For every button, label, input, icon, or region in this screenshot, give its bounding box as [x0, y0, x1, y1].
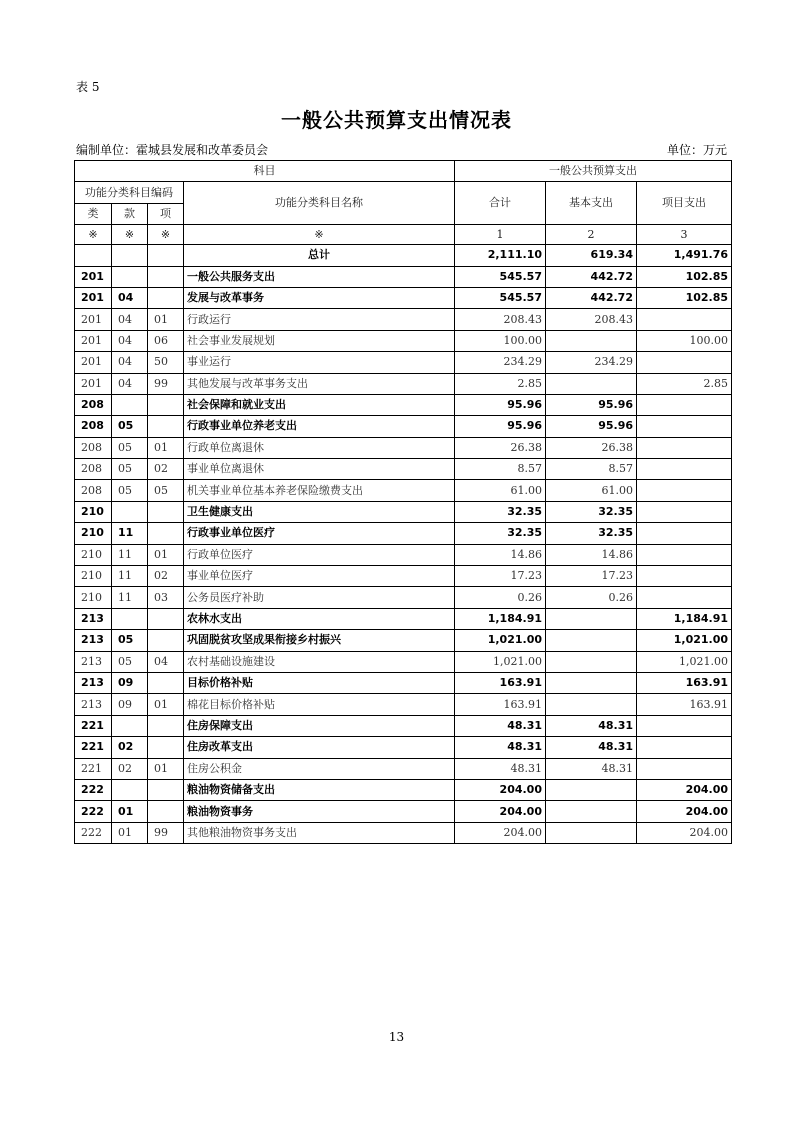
- basic-cell: [546, 779, 637, 800]
- lei-cell: 210: [75, 501, 112, 522]
- xiang-cell: 02: [148, 566, 184, 587]
- name-cell: 事业运行: [184, 352, 455, 373]
- kuan-cell: 04: [112, 309, 148, 330]
- lei-cell: 213: [75, 694, 112, 715]
- name-cell: 行政运行: [184, 309, 455, 330]
- currency-unit: 单位：万元: [666, 143, 727, 157]
- table-row: [75, 459, 732, 480]
- compiling-unit: 编制单位：霍城县发展和改革委员会: [76, 143, 269, 157]
- table-row: [75, 630, 732, 651]
- table-row: [75, 801, 732, 822]
- xiang-cell: [148, 779, 184, 800]
- basic-cell: [546, 373, 637, 394]
- xiang-cell: [148, 630, 184, 651]
- table-row: [75, 394, 732, 415]
- col-index-3: 3: [637, 225, 732, 245]
- xiang-cell: [148, 287, 184, 308]
- basic-cell: 234.29: [546, 352, 637, 373]
- project-cell: 204.00: [637, 822, 732, 843]
- name-cell: 农村基础设施建设: [184, 651, 455, 672]
- name-cell: 其他发展与改革事务支出: [184, 373, 455, 394]
- name-cell: 巩固脱贫攻坚成果衔接乡村振兴: [184, 630, 455, 651]
- lei-cell: 213: [75, 630, 112, 651]
- basic-cell: [546, 694, 637, 715]
- xiang-cell: 04: [148, 651, 184, 672]
- kuan-cell: 05: [112, 480, 148, 501]
- basic-cell: 95.96: [546, 416, 637, 437]
- kuan-cell: 05: [112, 630, 148, 651]
- table-row: [75, 779, 732, 800]
- kuan-cell: 11: [112, 587, 148, 608]
- table-row: [75, 715, 732, 736]
- table-row: [75, 758, 732, 779]
- project-cell: [637, 352, 732, 373]
- xiang-cell: [148, 394, 184, 415]
- name-cell: 粮油物资事务: [184, 801, 455, 822]
- table-row: [75, 373, 732, 394]
- table-row: [75, 287, 732, 308]
- lei-cell: 222: [75, 822, 112, 843]
- basic-cell: [546, 672, 637, 693]
- kuan-cell: 09: [112, 694, 148, 715]
- table-row: [75, 501, 732, 522]
- basic-cell: [546, 651, 637, 672]
- kuan-cell: 11: [112, 523, 148, 544]
- project-cell: [637, 566, 732, 587]
- total-cell: 26.38: [455, 437, 546, 458]
- name-cell: 棉花目标价格补贴: [184, 694, 455, 715]
- lei-cell: 222: [75, 801, 112, 822]
- table-row: [75, 672, 732, 693]
- col-index-1: 1: [455, 225, 546, 245]
- table-row: [75, 587, 732, 608]
- total-cell: 1,021.00: [455, 651, 546, 672]
- lei-cell: 201: [75, 266, 112, 287]
- basic-cell: 442.72: [546, 266, 637, 287]
- lei-cell: 208: [75, 416, 112, 437]
- xiang-header: 项: [148, 203, 184, 224]
- mark-kuan: ※: [112, 225, 148, 245]
- kuan-cell: 11: [112, 566, 148, 587]
- kuan-cell: 04: [112, 352, 148, 373]
- kuan-cell: 05: [112, 459, 148, 480]
- kuan-cell: 02: [112, 758, 148, 779]
- xiang-cell: [148, 501, 184, 522]
- table-row: [75, 608, 732, 629]
- subject-header: 科目: [75, 161, 455, 182]
- project-cell: [637, 544, 732, 565]
- table-row: [75, 437, 732, 458]
- xiang-cell: 99: [148, 373, 184, 394]
- lei-cell: 210: [75, 587, 112, 608]
- table-row: [75, 651, 732, 672]
- lei-cell: 213: [75, 651, 112, 672]
- table-row: [75, 566, 732, 587]
- lei-cell: 222: [75, 779, 112, 800]
- lei-cell: 210: [75, 544, 112, 565]
- project-cell: 204.00: [637, 779, 732, 800]
- name-cell: 粮油物资储备支出: [184, 779, 455, 800]
- xiang-cell: 01: [148, 694, 184, 715]
- project-cell: 100.00: [637, 330, 732, 351]
- total-cell: 208.43: [455, 309, 546, 330]
- lei-cell: 201: [75, 309, 112, 330]
- total-header: 合计: [455, 182, 546, 225]
- table-row: [75, 352, 732, 373]
- lei-cell: 208: [75, 394, 112, 415]
- total-cell: 0.26: [455, 587, 546, 608]
- basic-cell: 48.31: [546, 737, 637, 758]
- basic-cell: 0.26: [546, 587, 637, 608]
- project-cell: [637, 737, 732, 758]
- basic-cell: 208.43: [546, 309, 637, 330]
- basic-cell: 26.38: [546, 437, 637, 458]
- name-cell: 住房公积金: [184, 758, 455, 779]
- mark-lei: ※: [75, 225, 112, 245]
- kuan-cell: 05: [112, 416, 148, 437]
- basic-cell: 32.35: [546, 501, 637, 522]
- table-row: [75, 309, 732, 330]
- project-cell: [637, 715, 732, 736]
- name-cell: 行政单位医疗: [184, 544, 455, 565]
- project-cell: [637, 480, 732, 501]
- kuan-cell: [112, 501, 148, 522]
- name-cell: 社会事业发展规划: [184, 330, 455, 351]
- lei-cell: 201: [75, 330, 112, 351]
- total-cell: 14.86: [455, 544, 546, 565]
- name-cell: 事业单位离退休: [184, 459, 455, 480]
- mark-xiang: ※: [148, 225, 184, 245]
- table-row: [75, 523, 732, 544]
- name-cell: 行政事业单位医疗: [184, 523, 455, 544]
- total-cell: 48.31: [455, 715, 546, 736]
- kuan-cell: 05: [112, 651, 148, 672]
- basic-cell: 48.31: [546, 715, 637, 736]
- total-cell: 545.57: [455, 266, 546, 287]
- lei-cell: 221: [75, 758, 112, 779]
- total-cell: 95.96: [455, 416, 546, 437]
- name-cell: 行政事业单位养老支出: [184, 416, 455, 437]
- basic-cell: 14.86: [546, 544, 637, 565]
- kuan-cell: 02: [112, 737, 148, 758]
- kuan-cell: [112, 715, 148, 736]
- lei-cell: 221: [75, 737, 112, 758]
- table-row: [75, 737, 732, 758]
- lei-cell: 208: [75, 480, 112, 501]
- xiang-cell: 99: [148, 822, 184, 843]
- basic-cell: 8.57: [546, 459, 637, 480]
- basic-cell: 442.72: [546, 287, 637, 308]
- basic-cell: [546, 822, 637, 843]
- header-row-1: [75, 161, 732, 182]
- xiang-cell: 01: [148, 544, 184, 565]
- xiang-cell: [148, 801, 184, 822]
- total-cell: 545.57: [455, 287, 546, 308]
- table-row: [75, 544, 732, 565]
- page-number: 13: [388, 1030, 405, 1044]
- total-cell: 32.35: [455, 523, 546, 544]
- lei-cell: 213: [75, 672, 112, 693]
- kuan-header: 款: [112, 203, 148, 224]
- lei-cell: 210: [75, 523, 112, 544]
- project-cell: [637, 459, 732, 480]
- project-cell: 1,021.00: [637, 651, 732, 672]
- project-cell: [637, 416, 732, 437]
- name-cell: 机关事业单位基本养老保险缴费支出: [184, 480, 455, 501]
- xiang-cell: 06: [148, 330, 184, 351]
- mark-name: ※: [184, 225, 455, 245]
- name-cell: 农林水支出: [184, 608, 455, 629]
- lei-cell: 201: [75, 287, 112, 308]
- lei-cell: 221: [75, 715, 112, 736]
- basic-cell: 48.31: [546, 758, 637, 779]
- project-cell: [637, 523, 732, 544]
- total-cell: 163.91: [455, 694, 546, 715]
- kuan-cell: [112, 266, 148, 287]
- kuan-cell: 01: [112, 801, 148, 822]
- project-cell: [637, 309, 732, 330]
- xiang-cell: 03: [148, 587, 184, 608]
- col-index-2: 2: [546, 225, 637, 245]
- xiang-cell: [148, 672, 184, 693]
- xiang-cell: 05: [148, 480, 184, 501]
- project-cell: 102.85: [637, 287, 732, 308]
- total-cell: 8.57: [455, 459, 546, 480]
- name-cell: 住房改革支出: [184, 737, 455, 758]
- xiang-cell: 01: [148, 758, 184, 779]
- kuan-cell: 04: [112, 373, 148, 394]
- xiang-cell: 01: [148, 437, 184, 458]
- total-cell: 48.31: [455, 758, 546, 779]
- name-cell: 目标价格补贴: [184, 672, 455, 693]
- total-cell: 61.00: [455, 480, 546, 501]
- name-header: 功能分类科目名称: [184, 182, 455, 225]
- kuan-cell: 01: [112, 822, 148, 843]
- total-cell: 17.23: [455, 566, 546, 587]
- name-cell: 发展与改革事务: [184, 287, 455, 308]
- project-cell: [637, 437, 732, 458]
- table-row: [75, 694, 732, 715]
- total-cell: 32.35: [455, 501, 546, 522]
- xiang-cell: 50: [148, 352, 184, 373]
- project-cell: [637, 394, 732, 415]
- name-cell: 其他粮油物资事务支出: [184, 822, 455, 843]
- header-row-2: [75, 182, 732, 203]
- total-cell: 2.85: [455, 373, 546, 394]
- kuan-cell: [112, 779, 148, 800]
- project-cell: [637, 501, 732, 522]
- xiang-cell: [148, 737, 184, 758]
- total-cell: 48.31: [455, 737, 546, 758]
- xiang-cell: [148, 608, 184, 629]
- total-basic: 619.34: [546, 245, 637, 266]
- table-row: [75, 416, 732, 437]
- table-row: [75, 480, 732, 501]
- project-cell: 2.85: [637, 373, 732, 394]
- kuan-cell: 11: [112, 544, 148, 565]
- project-cell: 163.91: [637, 672, 732, 693]
- table-number: 表 5: [76, 80, 100, 94]
- kuan-cell: [112, 394, 148, 415]
- project-cell: 204.00: [637, 801, 732, 822]
- lei-cell: 213: [75, 608, 112, 629]
- name-cell: 一般公共服务支出: [184, 266, 455, 287]
- total-sum: 2,111.10: [455, 245, 546, 266]
- lei-cell: 208: [75, 459, 112, 480]
- basic-header: 基本支出: [546, 182, 637, 225]
- kuan-cell: 04: [112, 330, 148, 351]
- lei-cell: 210: [75, 566, 112, 587]
- xiang-cell: 02: [148, 459, 184, 480]
- kuan-cell: 09: [112, 672, 148, 693]
- total-cell: 1,021.00: [455, 630, 546, 651]
- xiang-cell: [148, 266, 184, 287]
- xiang-cell: [148, 715, 184, 736]
- xiang-cell: [148, 523, 184, 544]
- total-cell: 234.29: [455, 352, 546, 373]
- page-title: 一般公共预算支出情况表: [281, 108, 512, 132]
- total-cell: 1,184.91: [455, 608, 546, 629]
- project-cell: 1,021.00: [637, 630, 732, 651]
- total-cell: 100.00: [455, 330, 546, 351]
- basic-cell: 61.00: [546, 480, 637, 501]
- kuan-cell: [112, 608, 148, 629]
- basic-cell: [546, 330, 637, 351]
- name-cell: 公务员医疗补助: [184, 587, 455, 608]
- kuan-cell: 04: [112, 287, 148, 308]
- basic-cell: 17.23: [546, 566, 637, 587]
- header-row-4: [75, 225, 732, 245]
- kuan-cell: 05: [112, 437, 148, 458]
- name-cell: 住房保障支出: [184, 715, 455, 736]
- project-cell: 1,184.91: [637, 608, 732, 629]
- total-label: 总计: [184, 245, 455, 266]
- basic-cell: [546, 608, 637, 629]
- name-cell: 事业单位医疗: [184, 566, 455, 587]
- total-row: [75, 245, 732, 266]
- project-cell: [637, 758, 732, 779]
- project-header: 项目支出: [637, 182, 732, 225]
- total-project: 1,491.76: [637, 245, 732, 266]
- project-cell: [637, 587, 732, 608]
- budget-header: 一般公共预算支出: [455, 161, 732, 182]
- total-cell: 204.00: [455, 779, 546, 800]
- name-cell: 卫生健康支出: [184, 501, 455, 522]
- lei-header: 类: [75, 203, 112, 224]
- table-row: [75, 330, 732, 351]
- table-row: [75, 822, 732, 843]
- table-row: [75, 266, 732, 287]
- total-cell: 95.96: [455, 394, 546, 415]
- project-cell: 102.85: [637, 266, 732, 287]
- basic-cell: [546, 630, 637, 651]
- basic-cell: 32.35: [546, 523, 637, 544]
- total-cell: 204.00: [455, 801, 546, 822]
- basic-cell: 95.96: [546, 394, 637, 415]
- name-cell: 行政单位离退休: [184, 437, 455, 458]
- lei-cell: 208: [75, 437, 112, 458]
- project-cell: 163.91: [637, 694, 732, 715]
- xiang-cell: [148, 416, 184, 437]
- name-cell: 社会保障和就业支出: [184, 394, 455, 415]
- basic-cell: [546, 801, 637, 822]
- lei-cell: 201: [75, 373, 112, 394]
- total-cell: 204.00: [455, 822, 546, 843]
- code-group-header: 功能分类科目编码: [75, 182, 184, 203]
- total-cell: 163.91: [455, 672, 546, 693]
- lei-cell: 201: [75, 352, 112, 373]
- budget-table: [74, 160, 732, 844]
- xiang-cell: 01: [148, 309, 184, 330]
